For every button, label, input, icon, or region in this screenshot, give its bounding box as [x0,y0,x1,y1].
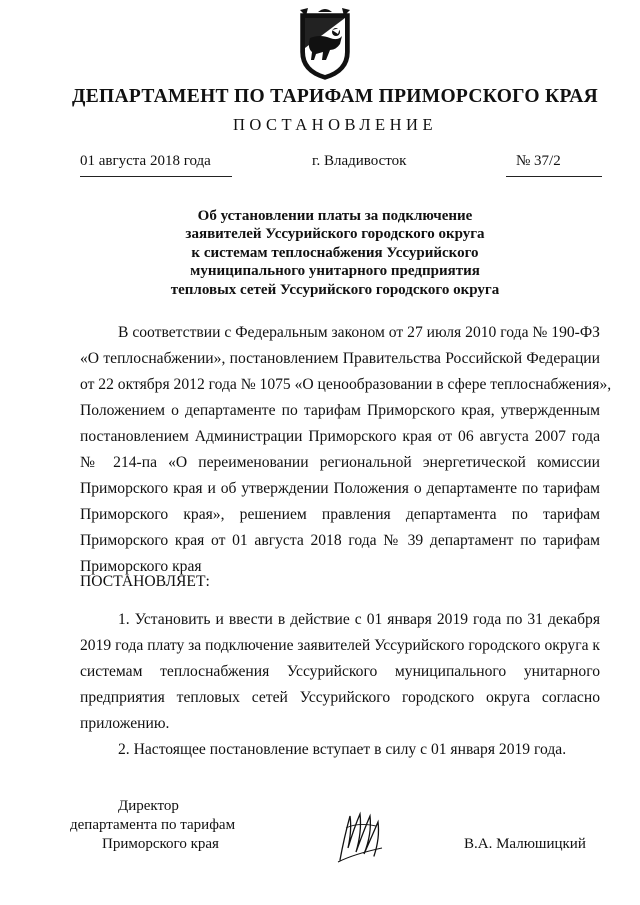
signatory-title-line: Приморского края [102,836,219,852]
preamble-line: Приморского края и об утверждении Положения о департаменте по тарифам [80,480,600,497]
preamble-line: № 214-па «О переименовании региональной энергетической комиссии [80,454,600,471]
document-number: № 37/2 [516,153,561,169]
preamble-line: В соответствии с Федеральным законом от 27 июля 2010 года № 190-ФЗ [118,324,600,341]
subject-line: Об установлении платы за подключение [197,208,473,224]
preamble-line: Приморского края», решением правления департамента по тарифам [80,506,600,523]
item-1-line: приложению. [80,715,170,732]
decree-word: ПОСТАНОВЛЯЕТ: [80,573,210,590]
document-date: 01 августа 2018 года [80,153,211,169]
department-title: ДЕПАРТАМЕНТ ПО ТАРИФАМ ПРИМОРСКОГО КРАЯ [72,86,598,107]
subject-line: заявителей Уссурийского городского округа [185,226,485,243]
preamble-line: Приморского края от 01 августа 2018 года № 39 департамент по тарифам [80,532,600,549]
handwritten-signature-icon [334,808,386,866]
item-2-line: 2. Настоящее постановление вступает в силу с 01 января 2019 года. [118,741,567,758]
item-1-line: предприятия тепловых сетей Уссурийского городского округа согласно [80,689,600,706]
signatory-title-line: Директор [118,798,179,814]
preamble-line: Положением о департаменте по тарифам Приморского края, утвержденным [80,402,600,419]
document-subject [120,207,550,299]
document-type: ПОСТАНОВЛЕНИЕ [232,115,438,134]
preamble-line: от 22 октября 2012 года № 1075 «О ценообразовании в сфере теплоснабжения», [80,376,612,393]
date-underline [80,176,232,177]
item-1-line: 2019 года плату за подключение заявителей Уссурийского городского округа к [80,637,601,654]
primorsky-krai-coat-of-arms-icon [296,8,354,82]
signatory-title-line: департамента по тарифам [70,817,236,833]
subject-line: муниципального унитарного предприятия [190,263,480,280]
document-city: г. Владивосток [312,153,407,169]
number-underline [506,176,602,177]
preamble-line: постановлением Администрации Приморского края от 06 августа 2007 года [80,428,600,445]
signatory-name: В.А. Малюшицкий [464,836,586,852]
preamble-line: Приморского края [80,558,202,575]
item-1-line: системам теплоснабжения Уссурийского муниципального унитарного [80,663,600,680]
item-1-line: 1. Установить и ввести в действие с 01 января 2019 года по 31 декабря [118,611,600,628]
preamble-line: «О теплоснабжении», постановлением Правительства Российской Федерации [80,350,600,367]
subject-line: к системам теплоснабжения Уссурийского [191,244,479,261]
subject-line: тепловых сетей Уссурийского городского округа [170,281,500,298]
